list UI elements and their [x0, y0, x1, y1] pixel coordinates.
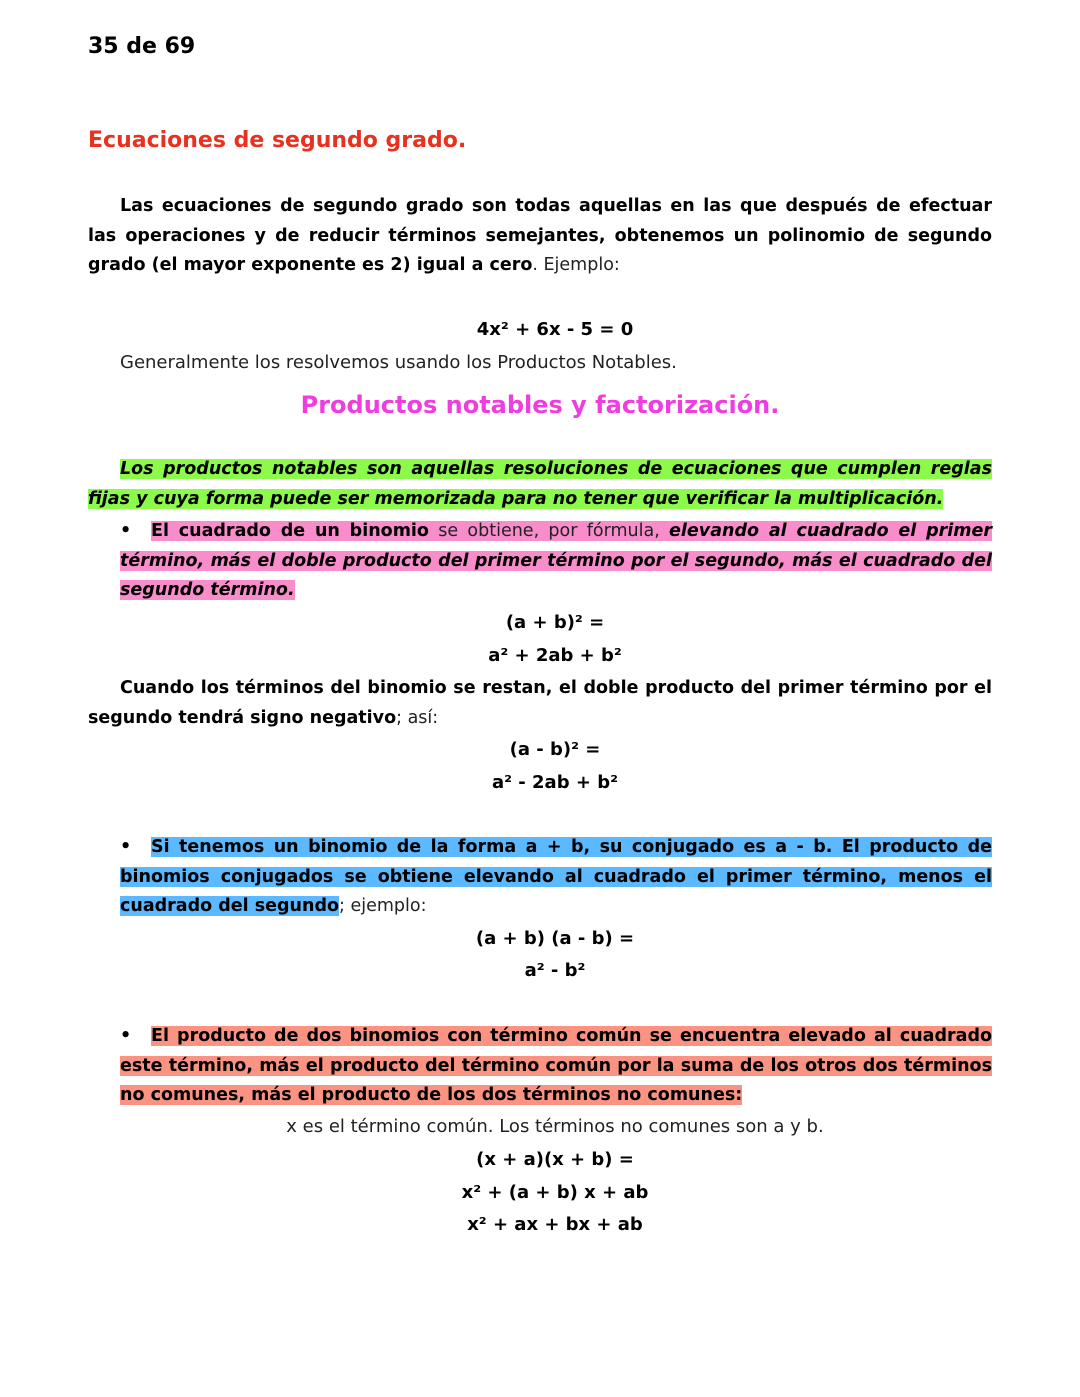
eq4-line3: x² + ax + bx + ab [467, 1214, 643, 1235]
bullet1-lead: El cuadrado de un binomio [151, 521, 429, 541]
subtraction-tail: ; así: [396, 707, 439, 728]
definition-highlight: Los productos notables son aquellas resoluciones de ecuaciones que cumplen reglas fijas y cuya forma puede ser memorizada para no tener que verificar la multiplicación. [88, 459, 992, 509]
eq3-line1: (a + b) (a - b) = [475, 928, 635, 949]
common-term-note: x es el término común. Los términos no comunes son a y b. [286, 1116, 824, 1137]
eq1-line1: (a + b)² = [505, 612, 605, 633]
eq4-line2: x² + (a + b) x + ab [461, 1182, 649, 1203]
eq2-line1: (a - b)² = [509, 739, 601, 760]
page-number: 35 de 69 [88, 34, 196, 59]
section-title-productos-notables: Productos notables y factorización. [300, 391, 780, 419]
eq1-line2: a² + 2ab + b² [488, 645, 622, 666]
bullet1-rest: elevando al cuadrado el primer término, más el doble producto del primer término por el segundo, más el cuadrado del segundo término. [120, 521, 992, 600]
intro-bold-text: Las ecuaciones de segundo grado son todas aquellas en las que después de efectuar las operaciones y de reducir términos semejantes, obtenemos un polinomio de segundo grado (el mayor exponente es 2) igual a cero [88, 196, 992, 275]
bullet-binomios-conjugados [120, 833, 992, 922]
bullet1-mid: se obtiene, por fórmula, [428, 521, 670, 541]
bullet-termino-comun [120, 1022, 992, 1111]
eq2-line2: a² - 2ab + b² [492, 772, 618, 793]
bullet-dot: • [120, 1026, 132, 1046]
intro-paragraph [88, 192, 992, 281]
definition-paragraph [88, 455, 992, 514]
bullet-cuadrado-binomio [120, 517, 992, 606]
bullet3-text: El producto de dos binomios con término común se encuentra elevado al cuadrado este término, más el producto del término común por la suma de los otros dos términos no comunes, más el producto de los dos términos no comunes: [120, 1026, 992, 1105]
subtraction-bold: Cuando los términos del binomio se restan, el doble producto del primer término por el segundo tendrá signo negativo [88, 678, 992, 728]
bullet-dot: • [120, 521, 132, 541]
eq3-line2: a² - b² [524, 960, 586, 981]
example-equation: 4x² + 6x - 5 = 0 [476, 319, 634, 340]
eq4-line1: (x + a)(x + b) = [476, 1149, 634, 1170]
bullet-dot: • [120, 837, 132, 857]
bullet2-tail: ; ejemplo: [339, 896, 427, 916]
section-title-ecuaciones: Ecuaciones de segundo grado. [88, 128, 467, 153]
note-text: Generalmente los resolvemos usando los Productos Notables. [120, 352, 677, 373]
intro-tail-text: . Ejemplo: [532, 255, 620, 275]
bullet2-text: Si tenemos un binomio de la forma a + b, su conjugado es a - b. El producto de binomios conjugados se obtiene elevando al cuadrado el primer término, menos el cuadrado del segundo [120, 837, 992, 916]
subtraction-paragraph [88, 674, 992, 733]
